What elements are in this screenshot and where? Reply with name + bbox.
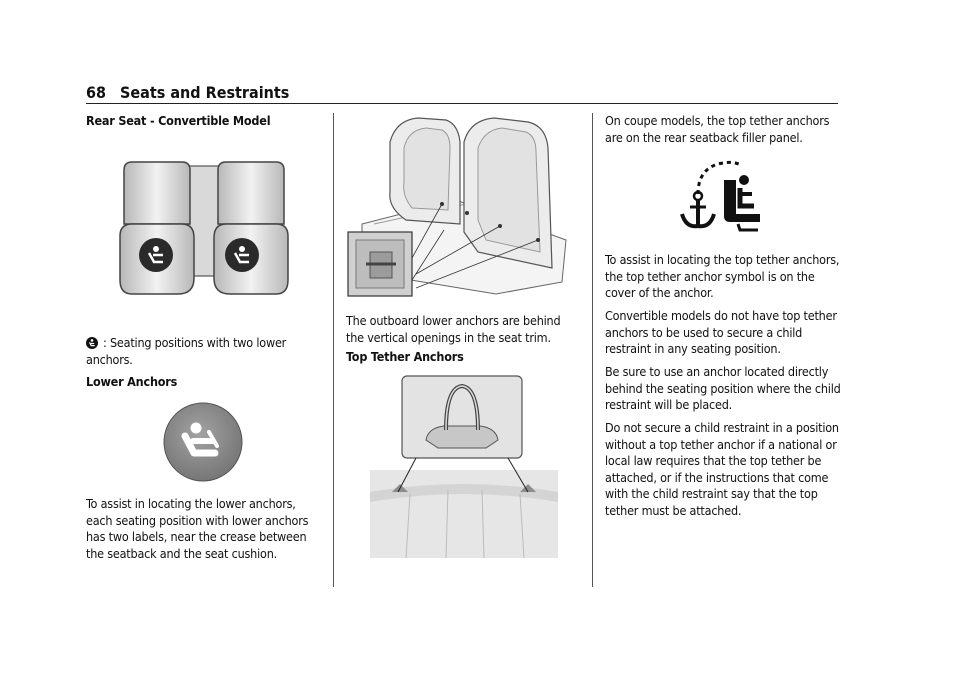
convertible-rear-seat-illustration	[118, 158, 290, 301]
column-divider-2	[592, 113, 593, 587]
column-divider-1	[333, 113, 334, 587]
child-seat-icon	[724, 175, 760, 230]
para-coupe-models: On coupe models, the top tether anchors are on the rear seatback filler panel.	[605, 113, 830, 145]
heading-lower-anchors: Lower Anchors	[86, 374, 178, 389]
para-law-requirements: Do not secure a child restraint in a position without a top tether anchor if a national or local law requires that the top tether be attached, or if the instructions that come with the child restraint say that the top tether must be attached.	[605, 420, 839, 518]
para-lower-anchors: To assist in locating the lower anchors, each seating position with lower anchors has two labels, near the crease between the seatback and the seat cushion.	[86, 496, 309, 561]
heading-top-tether-anchors: Top Tether Anchors	[346, 349, 464, 364]
para-anchor-directly-behind: Be sure to use an anchor located directly behind the seating position where the child restraint will be placed.	[605, 364, 841, 412]
legend-text: : Seating positions with two lower anchors.	[86, 335, 287, 367]
lower-anchor-symbol-large	[163, 402, 243, 482]
section-title: Seats and Restraints	[120, 83, 290, 102]
para-outboard-anchors: The outboard lower anchors are behind the vertical openings in the seat trim.	[346, 313, 561, 345]
top-tether-anchor-symbol	[678, 160, 764, 232]
para-locating-top-tether: To assist in locating the top tether anchors, the top tether anchor symbol is on the cover of the anchor.	[605, 252, 840, 300]
page-number: 68	[86, 83, 107, 102]
heading-convertible: Rear Seat - Convertible Model	[86, 113, 271, 128]
coupe-rear-seat-illustration	[346, 112, 578, 300]
page-header	[86, 83, 289, 102]
para-convertible-no-tether: Convertible models do not have top tether anchors to be used to secure a child restraint in any seating position.	[605, 308, 837, 356]
header-rule	[86, 103, 838, 104]
anchor-icon	[682, 192, 714, 226]
top-tether-anchor-illustration	[370, 374, 558, 558]
